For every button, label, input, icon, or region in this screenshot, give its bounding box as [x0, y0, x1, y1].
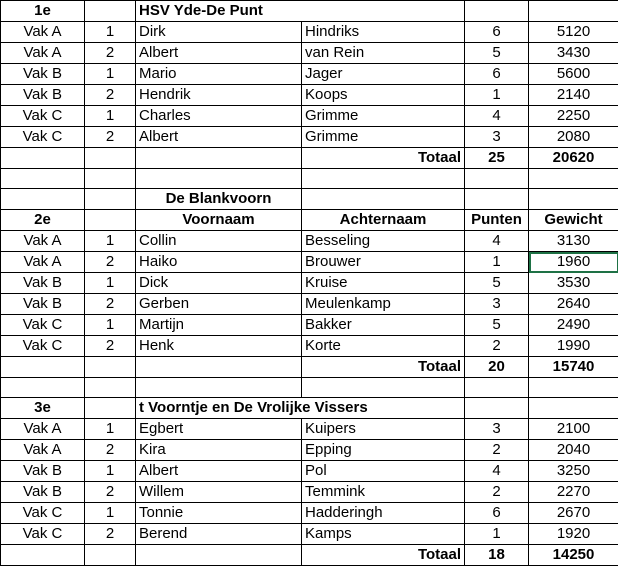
empty-cell[interactable] — [136, 148, 302, 169]
weight-cell[interactable]: 2640 — [529, 294, 618, 315]
points-cell[interactable]: 2 — [465, 440, 529, 461]
empty-cell[interactable] — [529, 398, 618, 419]
section-header-row — [1, 1, 618, 22]
first-name-cell[interactable]: Mario — [136, 64, 302, 85]
points-cell[interactable]: 5 — [465, 315, 529, 336]
sector-cell[interactable]: Vak C — [1, 315, 85, 336]
points-cell[interactable]: 1 — [465, 85, 529, 106]
weight-cell[interactable]: 5120 — [529, 22, 618, 43]
last-name-cell[interactable]: Bakker — [302, 315, 465, 336]
points-cell[interactable]: 6 — [465, 64, 529, 85]
table-row — [1, 231, 618, 252]
first-name-cell[interactable]: Henk — [136, 336, 302, 357]
club-name-cell[interactable]: t Voorntje en De Vrolijke Vissers — [136, 398, 465, 419]
first-name-cell[interactable]: Tonnie — [136, 503, 302, 524]
position-cell[interactable]: 1 — [85, 106, 136, 127]
column-header-last-name[interactable]: Achternaam — [302, 210, 465, 231]
weight-cell[interactable]: 3530 — [529, 273, 618, 294]
table-row — [1, 482, 618, 503]
points-cell[interactable]: 5 — [465, 43, 529, 64]
position-cell[interactable]: 1 — [85, 64, 136, 85]
sector-cell[interactable]: Vak C — [1, 524, 85, 545]
table-row — [1, 461, 618, 482]
total-points-cell[interactable]: 25 — [465, 148, 529, 169]
first-name-cell[interactable]: Egbert — [136, 419, 302, 440]
total-label-cell[interactable]: Totaal — [302, 148, 465, 169]
position-cell[interactable]: 2 — [85, 252, 136, 273]
last-name-cell[interactable]: Pol — [302, 461, 465, 482]
position-cell[interactable]: 2 — [85, 482, 136, 503]
column-header-first-name[interactable]: Voornaam — [136, 210, 302, 231]
last-name-cell[interactable]: Hadderingh — [302, 503, 465, 524]
empty-cell[interactable] — [1, 545, 85, 566]
table-row — [1, 419, 618, 440]
first-name-cell[interactable]: Collin — [136, 231, 302, 252]
empty-cell[interactable] — [85, 210, 136, 231]
first-name-cell[interactable]: Albert — [136, 127, 302, 148]
last-name-cell[interactable]: Kuipers — [302, 419, 465, 440]
total-row — [1, 148, 618, 169]
empty-cell[interactable] — [85, 398, 136, 419]
empty-cell[interactable] — [85, 545, 136, 566]
weight-cell[interactable]: 2080 — [529, 127, 618, 148]
first-name-cell[interactable]: Albert — [136, 43, 302, 64]
last-name-cell[interactable]: Hindriks — [302, 22, 465, 43]
empty-cell[interactable] — [529, 169, 618, 189]
sector-cell[interactable]: Vak B — [1, 273, 85, 294]
empty-cell[interactable] — [465, 169, 529, 189]
total-row — [1, 545, 618, 566]
empty-cell[interactable] — [1, 169, 85, 189]
position-cell[interactable]: 2 — [85, 336, 136, 357]
last-name-cell[interactable]: Brouwer — [302, 252, 465, 273]
total-points-cell[interactable]: 18 — [465, 545, 529, 566]
empty-cell[interactable] — [136, 378, 302, 398]
position-cell[interactable]: 2 — [85, 524, 136, 545]
last-name-cell[interactable]: Epping — [302, 440, 465, 461]
first-name-cell[interactable]: Dirk — [136, 22, 302, 43]
empty-cell[interactable] — [302, 169, 465, 189]
table-row — [1, 524, 618, 545]
position-cell[interactable]: 1 — [85, 461, 136, 482]
points-cell[interactable]: 4 — [465, 231, 529, 252]
total-weight-cell[interactable]: 20620 — [529, 148, 618, 169]
weight-cell[interactable]: 2100 — [529, 419, 618, 440]
empty-cell[interactable] — [465, 189, 529, 210]
weight-cell[interactable]: 3430 — [529, 43, 618, 64]
weight-cell[interactable]: 2490 — [529, 315, 618, 336]
weight-cell[interactable]: 2250 — [529, 106, 618, 127]
empty-cell[interactable] — [1, 357, 85, 378]
club-name-cell[interactable]: De Blankvoorn — [136, 189, 302, 210]
empty-cell[interactable] — [529, 189, 618, 210]
position-cell[interactable]: 1 — [85, 22, 136, 43]
table-row — [1, 315, 618, 336]
empty-cell[interactable] — [465, 378, 529, 398]
empty-cell[interactable] — [85, 378, 136, 398]
total-weight-cell[interactable]: 14250 — [529, 545, 618, 566]
section-header-row — [1, 398, 618, 419]
sector-cell[interactable]: Vak C — [1, 336, 85, 357]
sector-cell[interactable]: Vak A — [1, 440, 85, 461]
points-cell[interactable]: 6 — [465, 503, 529, 524]
position-cell[interactable]: 2 — [85, 43, 136, 64]
last-name-cell[interactable]: Koops — [302, 85, 465, 106]
points-cell[interactable]: 2 — [465, 482, 529, 503]
first-name-cell[interactable]: Berend — [136, 524, 302, 545]
table-row — [1, 294, 618, 315]
points-cell[interactable]: 2 — [465, 336, 529, 357]
position-cell[interactable]: 1 — [85, 231, 136, 252]
last-name-cell[interactable]: Korte — [302, 336, 465, 357]
table-row — [1, 43, 618, 64]
first-name-cell[interactable]: Kira — [136, 440, 302, 461]
sector-cell[interactable]: Vak C — [1, 106, 85, 127]
empty-cell[interactable] — [1, 189, 85, 210]
points-cell[interactable]: 4 — [465, 106, 529, 127]
position-cell[interactable]: 1 — [85, 315, 136, 336]
sector-cell[interactable]: Vak A — [1, 231, 85, 252]
spacer-row — [1, 378, 618, 398]
table-row — [1, 85, 618, 106]
table-row — [1, 64, 618, 85]
table-row — [1, 440, 618, 461]
last-name-cell[interactable]: Temmink — [302, 482, 465, 503]
empty-cell[interactable] — [302, 189, 465, 210]
weight-cell[interactable]: 1920 — [529, 524, 618, 545]
column-header-row — [1, 210, 618, 231]
total-label-cell[interactable]: Totaal — [302, 357, 465, 378]
empty-cell[interactable] — [529, 378, 618, 398]
points-cell[interactable]: 3 — [465, 294, 529, 315]
column-header-weight[interactable]: Gewicht — [529, 210, 618, 231]
position-cell[interactable]: 2 — [85, 294, 136, 315]
table-row — [1, 106, 618, 127]
first-name-cell[interactable]: Haiko — [136, 252, 302, 273]
first-name-cell[interactable]: Albert — [136, 461, 302, 482]
total-weight-cell[interactable]: 15740 — [529, 357, 618, 378]
sector-cell[interactable]: Vak B — [1, 85, 85, 106]
table-row — [1, 503, 618, 524]
position-cell[interactable]: 1 — [85, 273, 136, 294]
points-cell[interactable]: 5 — [465, 273, 529, 294]
first-name-cell[interactable]: Charles — [136, 106, 302, 127]
table-row — [1, 127, 618, 148]
weight-cell[interactable]: 1990 — [529, 336, 618, 357]
empty-cell[interactable] — [85, 148, 136, 169]
table-row — [1, 252, 618, 273]
sector-cell[interactable]: Vak A — [1, 252, 85, 273]
rank-cell[interactable]: 1e — [1, 1, 85, 22]
empty-cell[interactable] — [85, 1, 136, 22]
position-cell[interactable]: 2 — [85, 127, 136, 148]
sector-cell[interactable]: Vak B — [1, 482, 85, 503]
sector-cell[interactable]: Vak B — [1, 461, 85, 482]
empty-cell[interactable] — [302, 378, 465, 398]
last-name-cell[interactable]: Kamps — [302, 524, 465, 545]
sector-cell[interactable]: Vak A — [1, 419, 85, 440]
last-name-cell[interactable]: Jager — [302, 64, 465, 85]
empty-cell[interactable] — [85, 189, 136, 210]
position-cell[interactable]: 1 — [85, 419, 136, 440]
last-name-cell[interactable]: Meulenkamp — [302, 294, 465, 315]
empty-cell[interactable] — [465, 398, 529, 419]
last-name-cell[interactable]: Grimme — [302, 106, 465, 127]
empty-cell[interactable] — [529, 1, 618, 22]
weight-cell[interactable]: 2140 — [529, 85, 618, 106]
section-club-row — [1, 189, 618, 210]
empty-cell[interactable] — [136, 169, 302, 189]
column-header-points[interactable]: Punten — [465, 210, 529, 231]
club-name-cell[interactable]: HSV Yde-De Punt — [136, 1, 465, 22]
weight-cell[interactable]: 5600 — [529, 64, 618, 85]
total-row — [1, 357, 618, 378]
points-cell[interactable]: 6 — [465, 22, 529, 43]
points-cell[interactable]: 4 — [465, 461, 529, 482]
sector-cell[interactable]: Vak B — [1, 64, 85, 85]
total-label-cell[interactable]: Totaal — [302, 545, 465, 566]
last-name-cell[interactable]: van Rein — [302, 43, 465, 64]
first-name-cell[interactable]: Dick — [136, 273, 302, 294]
sector-cell[interactable]: Vak B — [1, 294, 85, 315]
sector-cell[interactable]: Vak A — [1, 22, 85, 43]
empty-cell[interactable] — [465, 1, 529, 22]
rank-cell[interactable]: 3e — [1, 398, 85, 419]
first-name-cell[interactable]: Hendrik — [136, 85, 302, 106]
last-name-cell[interactable]: Kruise — [302, 273, 465, 294]
first-name-cell[interactable]: Gerben — [136, 294, 302, 315]
empty-cell[interactable] — [136, 357, 302, 378]
empty-cell[interactable] — [136, 545, 302, 566]
points-cell[interactable]: 3 — [465, 127, 529, 148]
empty-cell[interactable] — [85, 357, 136, 378]
rank-cell[interactable]: 2e — [1, 210, 85, 231]
sector-cell[interactable]: Vak A — [1, 43, 85, 64]
last-name-cell[interactable]: Grimme — [302, 127, 465, 148]
table-row — [1, 273, 618, 294]
position-cell[interactable]: 2 — [85, 440, 136, 461]
points-cell[interactable]: 1 — [465, 524, 529, 545]
empty-cell[interactable] — [85, 169, 136, 189]
weight-cell[interactable]: 2670 — [529, 503, 618, 524]
sector-cell[interactable]: Vak C — [1, 503, 85, 524]
position-cell[interactable]: 2 — [85, 85, 136, 106]
last-name-cell[interactable]: Besseling — [302, 231, 465, 252]
points-cell[interactable]: 3 — [465, 419, 529, 440]
empty-cell[interactable] — [1, 148, 85, 169]
weight-cell-selected[interactable]: 1960 — [529, 252, 618, 273]
weight-cell[interactable]: 3250 — [529, 461, 618, 482]
points-cell[interactable]: 1 — [465, 252, 529, 273]
weight-cell[interactable]: 3130 — [529, 231, 618, 252]
weight-cell[interactable]: 2040 — [529, 440, 618, 461]
table-row — [1, 336, 618, 357]
first-name-cell[interactable]: Willem — [136, 482, 302, 503]
weight-cell[interactable]: 2270 — [529, 482, 618, 503]
empty-cell[interactable] — [1, 378, 85, 398]
first-name-cell[interactable]: Martijn — [136, 315, 302, 336]
table-row — [1, 22, 618, 43]
position-cell[interactable]: 1 — [85, 503, 136, 524]
spacer-row — [1, 169, 618, 189]
total-points-cell[interactable]: 20 — [465, 357, 529, 378]
sector-cell[interactable]: Vak C — [1, 127, 85, 148]
